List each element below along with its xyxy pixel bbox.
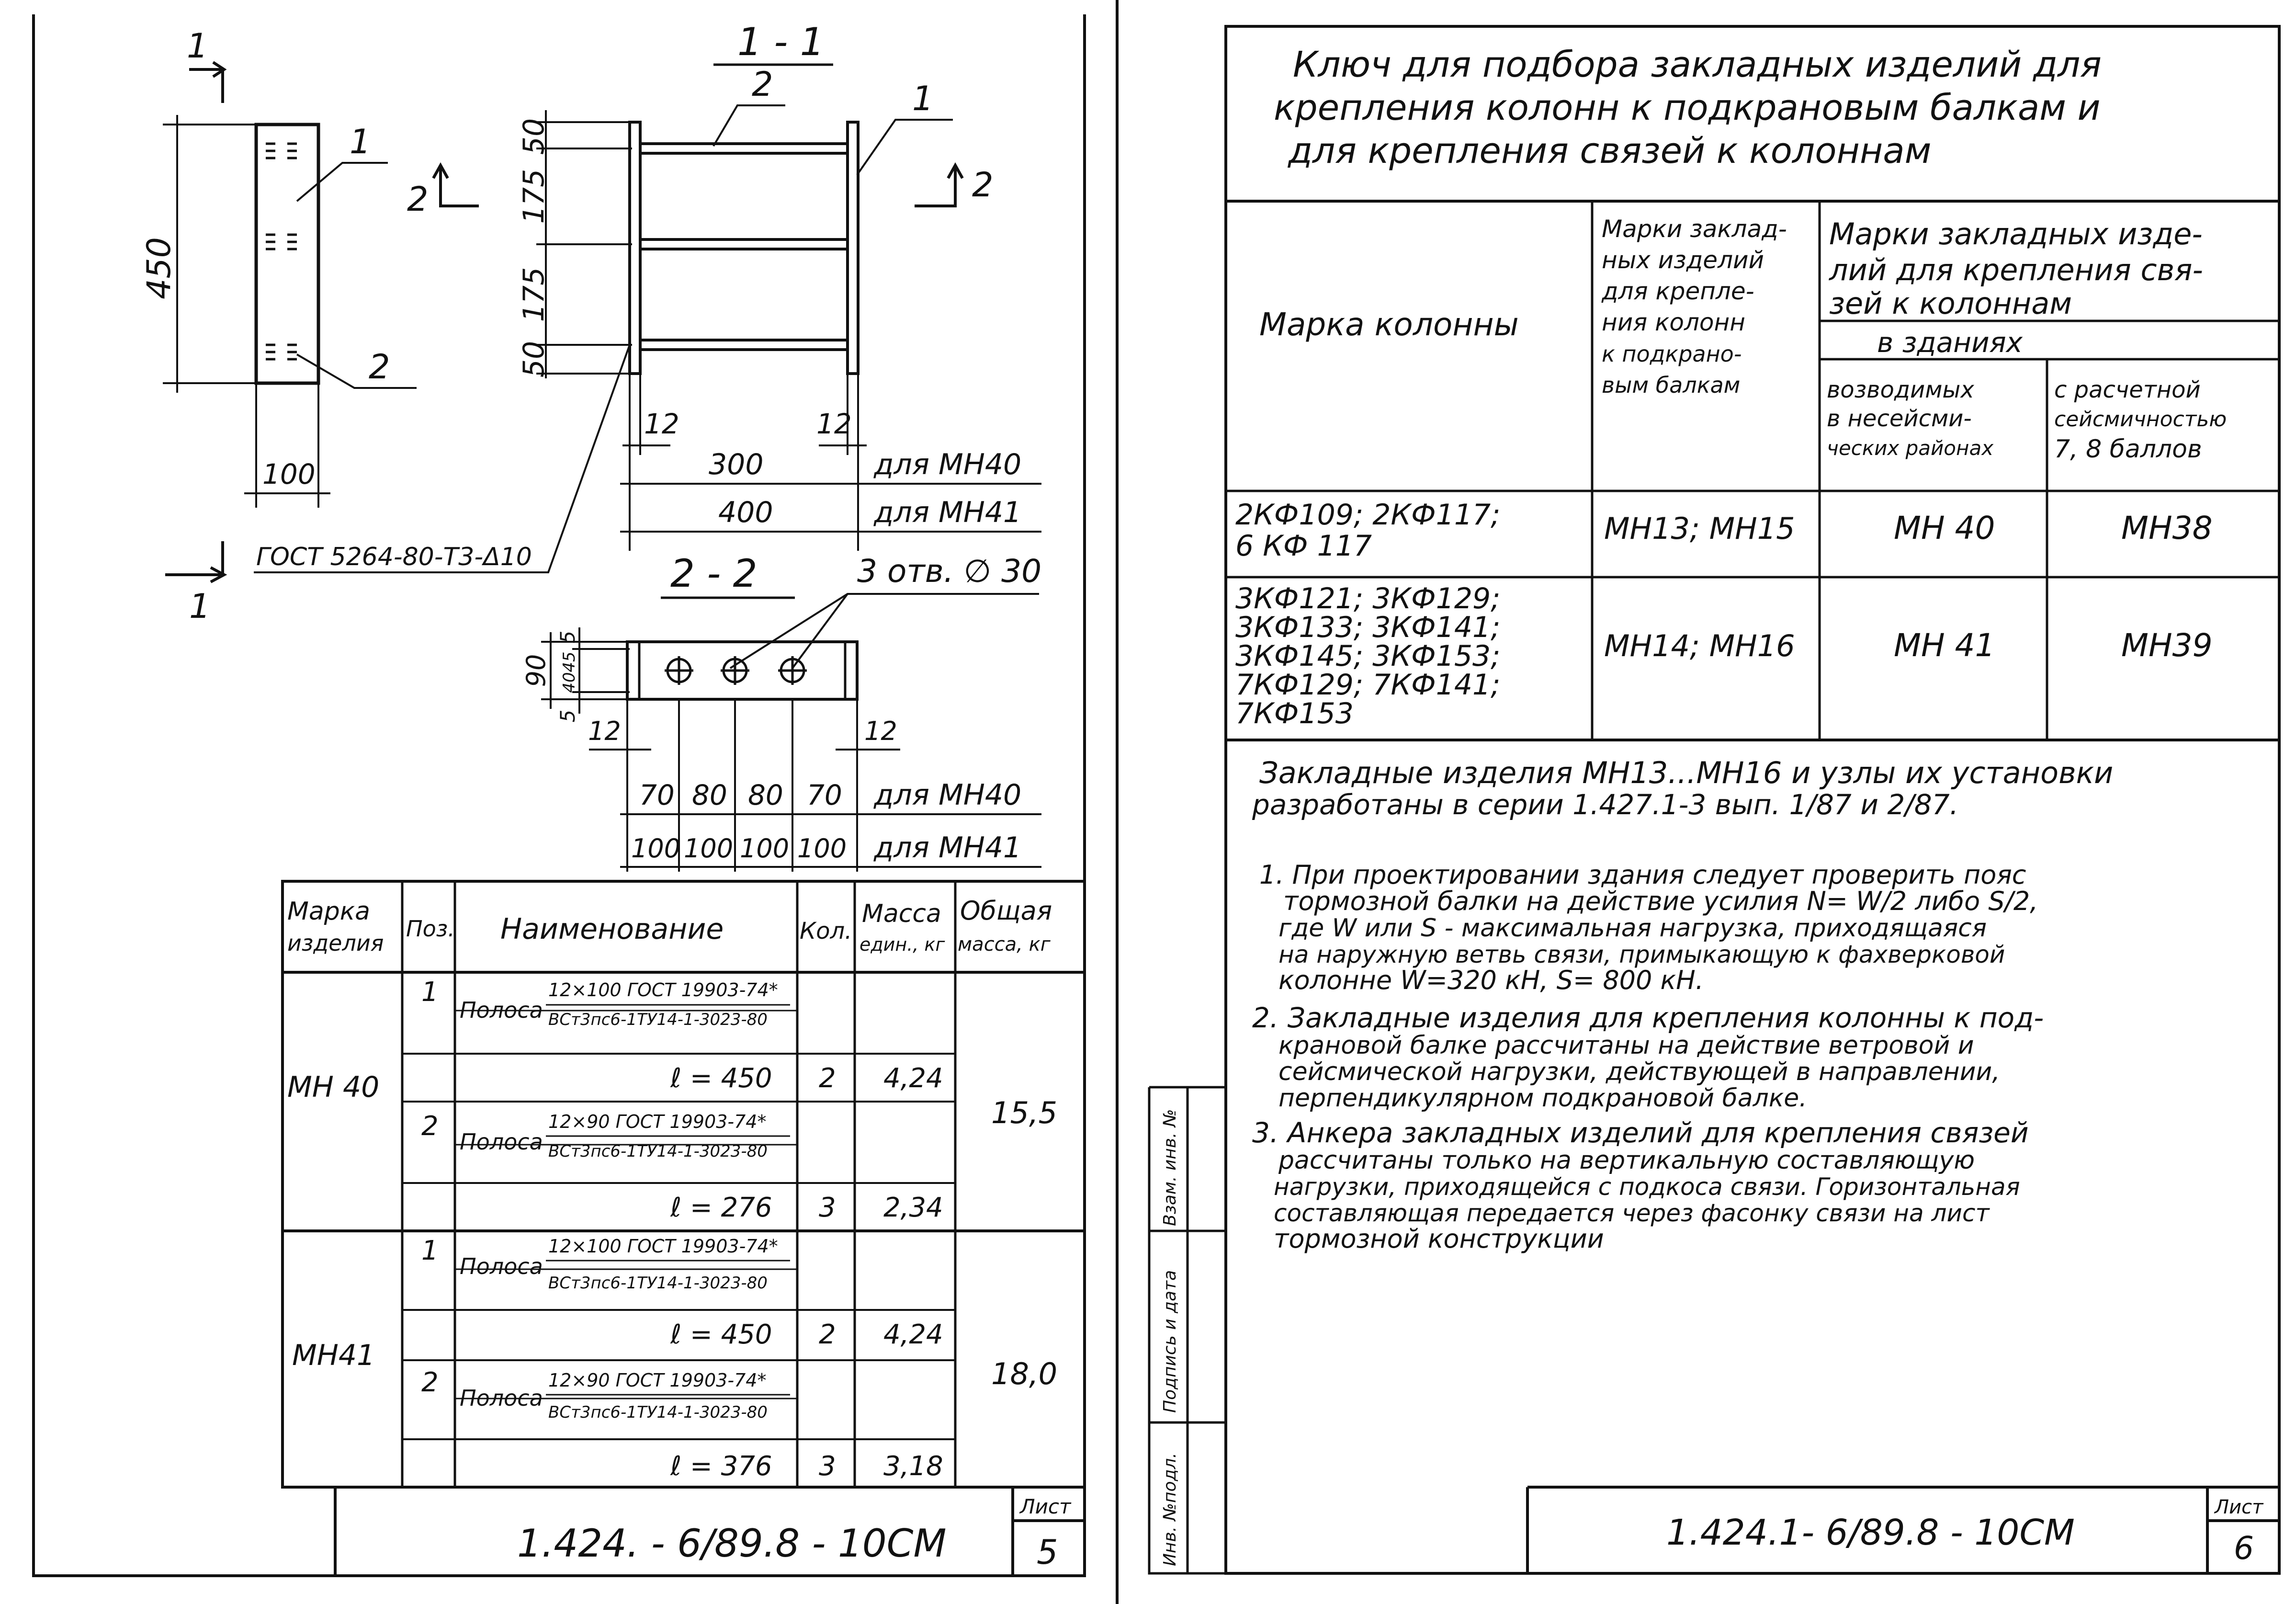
item-num: 12×100 ГОСТ 19903-74*: [548, 979, 778, 1001]
dim-chain-vertical: [536, 110, 632, 378]
item-num: 12×90 ГОСТ 19903-74*: [548, 1111, 767, 1132]
row2-columns-1: 3КФ121; 3КФ129;: [1235, 582, 1501, 615]
th-mark-2: изделия: [287, 930, 384, 956]
kh-in-buildings: в зданиях: [1877, 326, 2023, 359]
section-arrow-2-left: [433, 165, 479, 206]
kh-col34-1: Марки закладных изде-: [1829, 216, 2203, 251]
note-1-line-3: где W или S - максимальная нагрузка, приходящаяся: [1278, 914, 1987, 943]
section-mark-1-top: 1: [187, 26, 208, 66]
leader-callout-1: [297, 163, 388, 201]
left-sheet: [34, 0, 1117, 1604]
row2-columns-5: 7КФ153: [1235, 697, 1354, 730]
key-title-line-1: Ключ для подбора закладных изделий для: [1293, 44, 2102, 85]
dim-22-mn41-3: 100: [740, 833, 790, 864]
kh-col2-5: к подкрано-: [1602, 341, 1742, 367]
note-3-line-1: 3. Анкера закладных изделий для крепления связей: [1252, 1116, 2029, 1149]
dim-40: 40: [560, 672, 579, 693]
spec-table: [283, 881, 1085, 1487]
item-name: Полоса: [460, 997, 543, 1023]
th-total-1: Общая: [960, 896, 1052, 926]
weld-marks: [266, 144, 297, 359]
dim-v-50-bottom: 50: [517, 341, 551, 378]
note-1-line-4: на наружную ветвь связи, примыкающую к фахверковой: [1278, 941, 2005, 968]
item-qty: 3: [819, 1192, 836, 1223]
kh-col3-1: возводимых: [1827, 376, 1974, 403]
anchor-bars: [640, 144, 848, 350]
dim-v-50-top: 50: [517, 118, 551, 155]
intro-note: [1252, 755, 2113, 821]
right-sheet: [1149, 26, 2279, 1573]
item-den: ВСт3пс6-1ТУ14-1-3023-80: [548, 1010, 768, 1029]
right-stamp: [1527, 1487, 2279, 1573]
note-3-line-2: рассчитаны только на вертикальную составляющую: [1278, 1146, 1975, 1175]
kh-col3-2: в несейсми-: [1827, 405, 1972, 432]
note-3-line-4: составляющая передается через фасонку связи на лист: [1274, 1199, 1990, 1227]
th-pos: Поз.: [406, 916, 455, 942]
left-stamp-sheet-no: 5: [1037, 1533, 1058, 1572]
item-den: ВСт3пс6-1ТУ14-1-3023-80: [548, 1403, 768, 1422]
plate-plan-view: [140, 26, 479, 626]
note-1-line-2: тормозной балки на действие усилия N= W/2 либо S/2,: [1283, 886, 2038, 916]
th-mass-1: Масса: [862, 899, 941, 928]
section-arrow-bottom: [165, 541, 224, 582]
note-2-line-4: перпендикулярном подкрановой балке.: [1278, 1084, 1807, 1113]
kh-col2-3: для крепле-: [1602, 277, 1754, 305]
item-den: ВСт3пс6-1ТУ14-1-3023-80: [548, 1274, 768, 1293]
dim-300: 300: [709, 448, 764, 481]
right-stamp-sheet-label: Лист: [2215, 1496, 2263, 1518]
dim-v-175-a: 175: [517, 169, 551, 224]
item-name: Полоса: [460, 1385, 543, 1411]
dim-22-mn40-4: 70: [807, 779, 842, 811]
kh-col4-2: сейсмичностью: [2054, 407, 2227, 432]
section-1-1-title: 1 - 1: [737, 20, 825, 64]
item-pos: 1: [421, 1235, 439, 1266]
row2-columns-2: 3КФ133; 3КФ141;: [1235, 611, 1501, 644]
section-mark-1-bottom: 1: [189, 587, 211, 626]
row1-seismic: МН38: [2121, 510, 2213, 546]
item-qty: 2: [819, 1063, 836, 1094]
row1-mark-beam: МН13; МН15: [1604, 511, 1795, 546]
group-total-mn40: 15,5: [991, 1095, 1058, 1130]
group-mark-mn41: МН41: [292, 1339, 375, 1372]
row1-nonseismic: МН 40: [1894, 510, 1995, 546]
row2-nonseismic: МН 41: [1894, 627, 1995, 664]
row1-columns-2: 6 КФ 117: [1235, 529, 1372, 563]
dim-22-mn41-1: 100: [631, 833, 681, 864]
side-stamp-inv: Инв. №подл.: [1160, 1453, 1180, 1566]
th-mass-2: един., кг: [860, 934, 945, 955]
note-1-line-5: колонне W=320 кН, S= 800 кН.: [1278, 965, 1704, 995]
dim-12-right: 12: [816, 408, 852, 440]
holes-label: 3 отв. ∅ 30: [857, 553, 1042, 590]
section-2-2-title: 2 - 2: [670, 551, 758, 596]
note-1-line-1: 1. При проектировании здания следует проверить пояс: [1259, 860, 2026, 890]
leader-holes: [730, 594, 1039, 668]
dim-5-top: 5: [556, 630, 579, 644]
item-pos: 2: [421, 1367, 439, 1398]
dim-22-mn40-3: 80: [748, 779, 783, 811]
group-total-mn41: 18,0: [991, 1356, 1058, 1391]
left-stamp-code: 1.424. - 6/89.8 - 10СМ: [517, 1521, 947, 1566]
item-qty: 2: [819, 1319, 836, 1350]
callout-2: 2: [369, 347, 390, 387]
kh-col1: Марка колонны: [1259, 306, 1519, 343]
plate-dim-height: 450: [140, 237, 178, 299]
side-stamp: [1149, 1087, 1226, 1573]
kh-col2-4: ния колонн: [1602, 308, 1745, 336]
kh-col2-6: вым балкам: [1602, 372, 1741, 398]
item-pos: 1: [421, 977, 439, 1008]
section-mark-2-left: 2: [407, 180, 429, 219]
dim-5-bottom: 5: [556, 709, 579, 723]
item-mass: 3,18: [883, 1451, 943, 1482]
gost-label: ГОСТ 5264-80-Т3-Δ10: [256, 543, 532, 571]
key-title-line-3: для крепления связей к колоннам: [1288, 130, 1932, 171]
kh-col34-2: лий для крепления свя-: [1829, 252, 2203, 287]
label-s22-mn41: для МН41: [874, 831, 1022, 865]
item-mass: 4,24: [883, 1063, 943, 1094]
label-s11-mn41: для МН41: [874, 496, 1022, 529]
dim-12-left: 12: [644, 408, 679, 440]
row2-columns-4: 7КФ129; 7КФ141;: [1235, 668, 1501, 702]
th-total-2: масса, кг: [958, 933, 1051, 956]
intro-note-line-2: разработаны в серии 1.427.1-3 вып. 1/87 и 2/87.: [1252, 788, 1959, 821]
notes: [1252, 860, 2044, 1254]
th-qty: Кол.: [800, 918, 852, 944]
left-stamp: [335, 1487, 1085, 1576]
plate-left: [630, 122, 640, 374]
item-length: ℓ = 450: [670, 1319, 772, 1350]
section-2-2: [521, 551, 1041, 872]
label-s22-mn40: для МН40: [874, 778, 1022, 812]
section-1-1: [254, 20, 1041, 572]
dim-22-12-left: 12: [588, 716, 621, 746]
item-length: ℓ = 450: [670, 1063, 772, 1094]
dim-v-175-b: 175: [517, 267, 551, 322]
note-3-line-3: нагрузки, приходящейся с подкоса связи. Горизонтальная: [1274, 1173, 2020, 1201]
th-name: Наименование: [500, 912, 724, 946]
kh-col4-1: с расчетной: [2054, 376, 2201, 403]
dim-90-line: [541, 627, 630, 714]
item-mass: 4,24: [883, 1319, 943, 1350]
item-num: 12×90 ГОСТ 19903-74*: [548, 1370, 767, 1391]
kh-col3-3: ческих районах: [1827, 436, 1994, 460]
section-arrow-top: [189, 62, 224, 103]
item-length: ℓ = 276: [670, 1192, 772, 1223]
intro-note-line-1: Закладные изделия МН13...МН16 и узлы их установки: [1259, 755, 2114, 790]
dim-22-mn41-2: 100: [684, 833, 734, 864]
row2-seismic: МН39: [2121, 627, 2213, 664]
note-2-line-3: сейсмической нагрузки, действующей в направлении,: [1278, 1058, 2000, 1086]
leader-s11-callout-1: [857, 120, 953, 175]
item-mass: 2,34: [883, 1192, 943, 1223]
dim-400: 400: [718, 496, 773, 529]
note-2-line-2: крановой балке рассчитаны на действие ветровой и: [1278, 1031, 1974, 1060]
item-name: Полоса: [460, 1129, 543, 1155]
callout-1: 1: [350, 122, 371, 161]
group-mark-mn40: МН 40: [287, 1070, 380, 1104]
s11-callout-2: 2: [752, 65, 773, 104]
right-stamp-sheet-no: 6: [2234, 1530, 2254, 1567]
row1-columns-1: 2КФ109; 2КФ117;: [1235, 498, 1501, 532]
dim-22-mn40-2: 80: [692, 779, 727, 811]
key-title-line-2: крепления колонн к подкрановым балкам и: [1274, 87, 2101, 128]
item-den: ВСт3пс6-1ТУ14-1-3023-80: [548, 1142, 768, 1161]
kh-col2-2: ных изделий: [1602, 246, 1764, 274]
dim-90: 90: [521, 654, 551, 687]
strip-holes: [665, 656, 807, 685]
side-stamp-sign: Подпись и дата: [1160, 1270, 1180, 1413]
item-qty: 3: [819, 1451, 836, 1482]
section-arrow-2-right: [915, 165, 962, 206]
dim-22-mn41-4: 100: [797, 833, 847, 864]
dim-22-12-right: 12: [864, 716, 897, 746]
row2-columns-3: 3КФ145; 3КФ153;: [1235, 639, 1501, 673]
item-pos: 2: [421, 1111, 439, 1142]
plate-right: [848, 122, 858, 374]
note-2-line-1: 2. Закладные изделия для крепления колонны к под-: [1252, 1001, 2044, 1034]
item-length: ℓ = 376: [670, 1451, 772, 1482]
side-stamp-replace: Взам. инв. №: [1160, 1109, 1180, 1226]
item-name: Полоса: [460, 1253, 543, 1279]
note-3-line-5: тормозной конструкции: [1274, 1224, 1604, 1254]
kh-col4-3: 7, 8 баллов: [2054, 435, 2202, 464]
item-num: 12×100 ГОСТ 19903-74*: [548, 1236, 778, 1257]
key-title: [1274, 44, 2102, 171]
kh-col2-1: Марки заклад-: [1602, 215, 1787, 243]
right-stamp-code: 1.424.1- 6/89.8 - 10СМ: [1666, 1512, 2075, 1553]
s11-callout-1: 1: [912, 79, 934, 118]
plate-dim-width: 100: [262, 458, 316, 490]
dim-45: 45: [560, 651, 579, 672]
th-mark-1: Марка: [287, 897, 371, 926]
leader-s11-callout-2: [713, 105, 785, 146]
kh-col34-3: зей к колоннам: [1829, 286, 2072, 321]
label-s11-mn40: для МН40: [874, 448, 1022, 481]
row2-mark-beam: МН14; МН16: [1604, 628, 1795, 663]
left-stamp-sheet-label: Лист: [1020, 1495, 1071, 1518]
section-mark-2-right: 2: [972, 165, 994, 205]
key-table: [1226, 201, 2279, 740]
dim-22-mn40-1: 70: [639, 779, 675, 811]
